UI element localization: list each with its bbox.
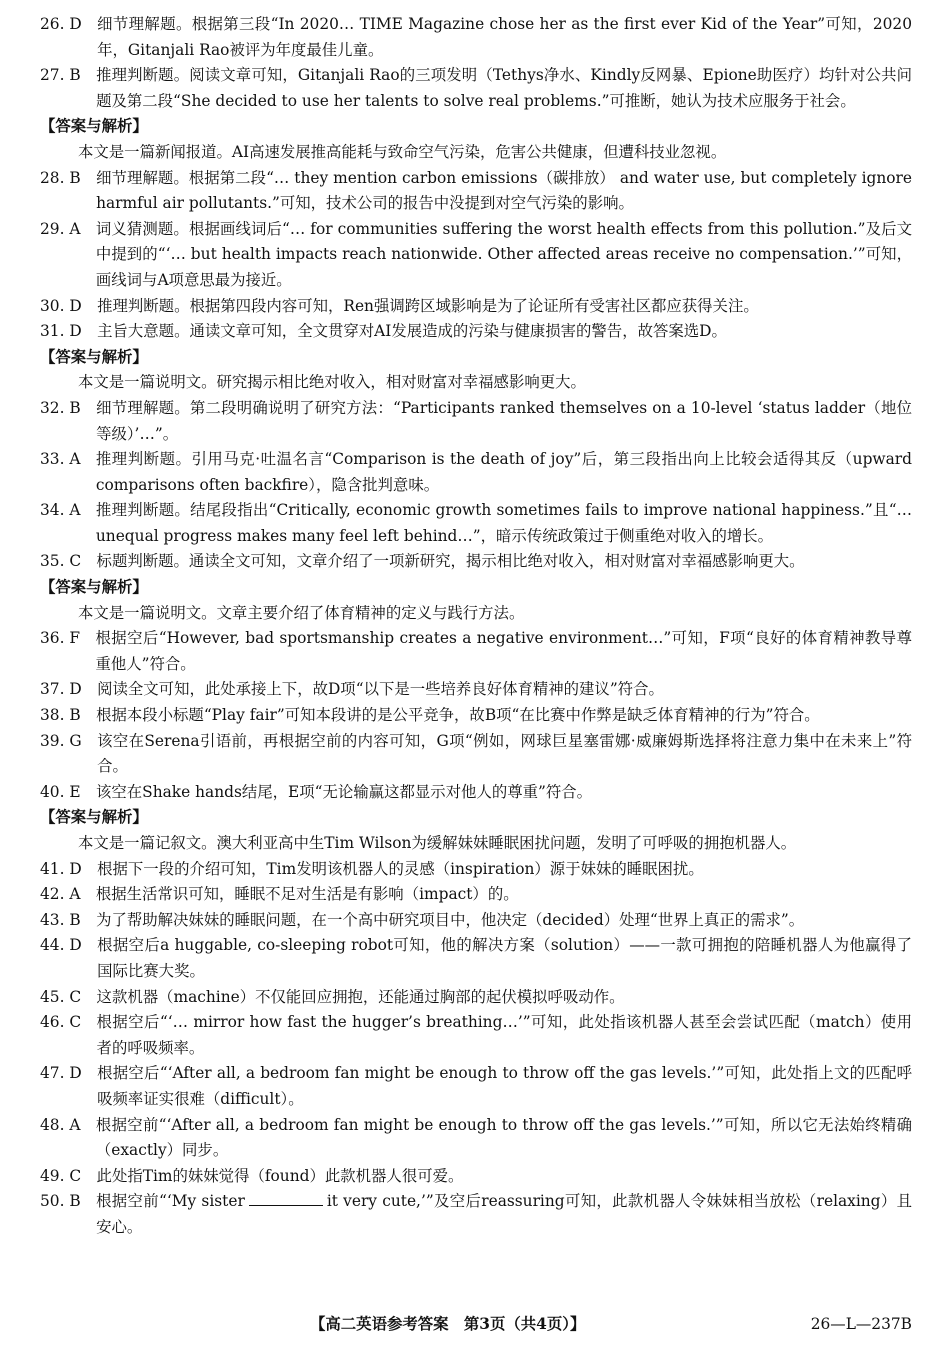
- answer-item: [40, 1010, 912, 1061]
- answer-number: 29. A: [40, 219, 96, 238]
- answer-item: [40, 166, 912, 217]
- answer-explanation: 该空在Shake hands结尾，E项“无论输赢这都显示对他人的尊重”符合。: [96, 782, 593, 801]
- answer-explanation: 标题判断题。通读全文可知，文章介绍了一项新研究，揭示相比绝对收入，相对财富对幸福感影响更大。: [96, 552, 805, 571]
- answer-explanation: 主旨大意题。通读文章可知，全文贯穿对AI发展造成的污染与健康损害的警告，故答案选D。: [97, 322, 727, 341]
- answer-item: [40, 933, 912, 984]
- answer-number: 28. B: [40, 168, 97, 187]
- answer-item: [40, 498, 912, 549]
- answer-explanation: 根据本段小标题“Play fair”可知本段讲的是公平竞争，故B项“在比赛中作弊是缺乏体育精神的行为”符合。: [96, 706, 820, 725]
- answer-item: [40, 857, 912, 883]
- footer-page-label: 【高二英语参考答案 第3页（共4页）】: [310, 1315, 586, 1333]
- answer-explanation: 推理判断题。阅读文章可知，Gitanjali Rao的三项发明（Tethys净水、Kindly反网暴、Epione助医疗）均针对公共问题及第二段“She decided to use her talents to solve real problems.”可推断，她认为技术应服务于社会。: [96, 66, 912, 110]
- answer-number: 44. D: [40, 936, 98, 955]
- answer-number: 50. B: [40, 1192, 97, 1211]
- answer-item: [40, 729, 912, 780]
- answer-number: 31. D: [40, 322, 98, 341]
- page-footer: [0, 1311, 950, 1337]
- answer-explanation: 根据下一段的介绍可知，Tim发明该机器人的灵感（inspiration）源于妹妹的睡眠困扰。: [97, 859, 704, 878]
- answer-number: 33. A: [40, 450, 96, 469]
- answer-page: [40, 12, 912, 1241]
- section-heading: 【答案与解析】: [40, 347, 148, 366]
- answer-number: 41. D: [40, 859, 98, 878]
- answer-explanation: 根据空后a huggable, co-sleeping robot可知，他的解决方案（solution）——一款可拥抱的陪睡机器人为他赢得了国际比赛大奖。: [97, 936, 912, 980]
- answer-explanation: 根据空后“However, bad sportsmanship creates a negative environment…”可知，F项“良好的体育精神教导尊重他人”符合。: [95, 629, 912, 673]
- answer-number: 26. D: [40, 15, 98, 33]
- answer-explanation: 推理判断题。结尾段指出“Critically, economic growth sometimes fails to improve national happiness.”且“… unequal progress makes many feel left behind…”，暗示传统政策过于侧重绝对收入的增长。: [95, 501, 912, 545]
- answer-number: 38. B: [40, 706, 97, 725]
- answer-item: [40, 319, 912, 345]
- answer-explanation: 细节理解题。根据第三段“In 2020… TIME Magazine chose her as the first ever Kid of the Year”可知，2020年，Gitanjali Rao被评为年度最佳儿童。: [97, 15, 912, 59]
- answer-number: 43. B: [40, 910, 97, 929]
- answer-explanation: 根据生活常识可知，睡眠不足对生活是有影响（impact）的。: [95, 885, 519, 904]
- answer-item: [40, 12, 912, 63]
- answer-explanation: 推理判断题。引用马克·吐温名言“Comparison is the death of joy”后，第三段指出向上比较会适得其反（upward comparisons often backfire），隐含批判意味。: [95, 450, 912, 494]
- answer-explanation: 根据空前“‘After all, a bedroom fan might be enough to throw off the gas levels.’”可知，所以它无法始终精确（exactly）同步。: [95, 1115, 912, 1160]
- answer-item: [40, 677, 912, 703]
- answer-number: 37. D: [40, 680, 98, 699]
- answer-number: 47. D: [40, 1064, 98, 1083]
- answer-number: 40. E: [40, 782, 96, 801]
- answer-explanation: 该空在Serena引语前，再根据空前的内容可知，G项“例如，网球巨星塞雷娜·威廉姆斯选择将注意力集中在未来上”符合。: [97, 731, 912, 776]
- answer-item: [40, 1113, 912, 1164]
- answer-explanation: 根据空后“‘… mirror how fast the hugger’s breathing…’”可知，此处指该机器人甚至会尝试匹配（match）使用者的呼吸频率。: [96, 1013, 912, 1057]
- passage-summary: 本文是一篇说明文。研究揭示相比绝对收入，相对财富对幸福感影响更大。: [78, 373, 586, 392]
- fill-blank: [249, 1191, 323, 1206]
- answer-number: 30. D: [40, 296, 98, 315]
- answer-number: 35. C: [40, 552, 97, 571]
- answer-number: 49. C: [40, 1166, 97, 1185]
- answer-explanation: 细节理解题。根据第二段“… they mention carbon emissions（碳排放） and water use, but completely ignore harmful air pollutants.”可知，技术公司的报告中没提到对空气污染的影响。: [96, 168, 912, 213]
- answer-explanation: 此处指Tim的妹妹觉得（found）此款机器人很可爱。: [96, 1166, 464, 1185]
- section-heading: 【答案与解析】: [40, 808, 148, 827]
- passage-summary: 本文是一篇新闻报道。AI高速发展推高能耗与致命空气污染，危害公共健康，但遭科技业忽视。: [78, 142, 727, 161]
- section-heading: 【答案与解析】: [40, 117, 148, 136]
- answer-explanation: 根据空后“‘After all, a bedroom fan might be enough to throw off the gas levels.’”可知，此处指上文的匹配呼吸频率证实很难（difficult）。: [97, 1064, 912, 1108]
- answer-explanation: 阅读全文可知，此处承接上下，故D项“以下是一些培养良好体育精神的建议”符合。: [97, 680, 664, 699]
- answer-number: 39. G: [40, 731, 98, 750]
- answer-explanation: 为了帮助解决妹妹的睡眠问题，在一个高中研究项目中，他决定（decided）处理“世界上真正的需求”。: [96, 910, 805, 929]
- answer-item: [40, 703, 912, 729]
- answer-item: [40, 1189, 912, 1240]
- passage-summary: 本文是一篇说明文。文章主要介绍了体育精神的定义与践行方法。: [78, 603, 525, 622]
- answer-explanation: 推理判断题。根据第四段内容可知，Ren强调跨区域影响是为了论证所有受害社区都应获得关注。: [97, 296, 759, 315]
- explanation-part-before: 根据空前“‘My sister: [96, 1192, 245, 1211]
- answer-item: [40, 217, 912, 294]
- answer-item: [40, 1061, 912, 1112]
- answer-number: 36. F: [40, 629, 96, 648]
- answer-number: 46. C: [40, 1013, 97, 1032]
- passage-summary: 本文是一篇记叙文。澳大利亚高中生Tim Wilson为缓解妹妹睡眠困扰问题，发明了可呼吸的拥抱机器人。: [78, 834, 797, 852]
- answer-number: 48. A: [40, 1115, 96, 1134]
- answer-number: 32. B: [40, 398, 97, 417]
- answer-item: [40, 1164, 912, 1190]
- answer-item: [40, 626, 912, 677]
- answer-item: [40, 908, 912, 934]
- answer-item: [40, 985, 912, 1011]
- answer-explanation: [96, 1189, 912, 1240]
- answer-item: [40, 294, 912, 320]
- answer-item: [40, 882, 912, 908]
- answer-number: 45. C: [40, 987, 97, 1006]
- section-heading: 【答案与解析】: [40, 578, 148, 597]
- answer-item: [40, 447, 912, 498]
- answer-number: 42. A: [40, 885, 96, 904]
- answer-explanation: 这款机器（machine）不仅能回应拥抱，还能通过胸部的起伏模拟呼吸动作。: [96, 987, 625, 1006]
- answer-item: [40, 780, 912, 806]
- answer-item: [40, 549, 912, 575]
- answer-number: 34. A: [40, 501, 96, 520]
- answer-explanation: 词义猜测题。根据画线词后“… for communities suffering the worst health effects from this pollution.”及后文中提到的“‘… but health impacts reach nationwide. Other affected areas receive no compensation.’”可知，画线词与A项意思最为接近。: [95, 219, 912, 289]
- explanation-part-after: it very cute,’”及空后reassuring可知，此款机器人令妹妹相当放松（relaxing）且安心。: [96, 1192, 912, 1236]
- answer-explanation: 细节理解题。第二段明确说明了研究方法：“Participants ranked themselves on a 10-level ‘status ladder（地位等级）’…”。: [96, 398, 912, 443]
- answer-number: 27. B: [40, 66, 97, 85]
- answer-item: [40, 63, 912, 114]
- footer-doc-code: 26—L—237B: [810, 1315, 912, 1333]
- answer-item: [40, 396, 912, 447]
